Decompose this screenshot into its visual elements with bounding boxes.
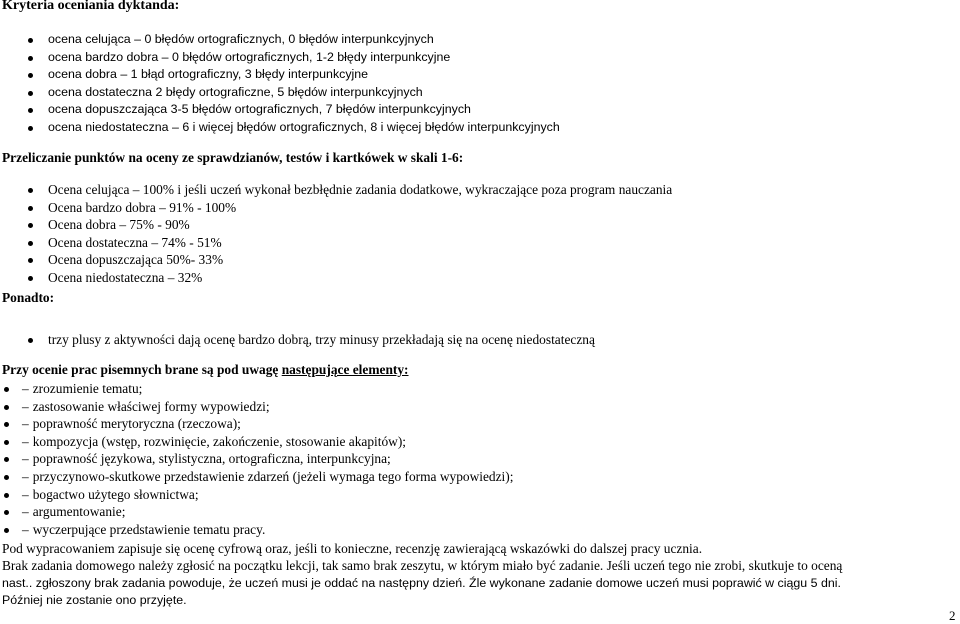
list-item — [48, 84, 960, 102]
list-item-text: ocena dobra – 1 błąd ortograficzny, 3 błędy interpunkcyjne — [48, 67, 369, 82]
list-item — [48, 181, 960, 199]
dictation-criteria-list — [0, 31, 960, 137]
written-elements-list — [0, 380, 960, 538]
bullet-icon — [28, 56, 33, 61]
list-item — [48, 119, 960, 137]
list-item-text: ocena niedostateczna – 6 i więcej błędów ortograficznych, 8 i więcej błędów interpunkcyjnych — [48, 119, 560, 134]
list-item — [22, 468, 960, 486]
page-number: 2 — [949, 608, 956, 623]
conversion-list — [0, 181, 960, 287]
list-item-text: Ocena niedostateczna – 32% — [48, 269, 203, 285]
bullet-icon — [28, 188, 33, 193]
dash-icon: – — [22, 521, 29, 537]
bullet-icon — [28, 241, 33, 246]
list-item — [48, 199, 960, 217]
bullet-icon — [28, 73, 33, 78]
list-item — [48, 216, 960, 234]
list-item-text: Ocena celująca – 100% i jeśli uczeń wykonał bezbłędnie zadania dodatkowe, wykraczające poza program nauczania — [48, 182, 673, 197]
bullet-icon — [28, 338, 33, 343]
list-item — [22, 380, 960, 398]
bullet-icon — [4, 493, 9, 498]
list-item — [48, 251, 960, 269]
list-item-text: argumentowanie; — [32, 504, 126, 520]
list-item — [22, 415, 960, 433]
dash-icon: – — [22, 433, 29, 449]
list-item-text: Ocena dostateczna – 74% - 51% — [48, 234, 222, 250]
paragraph-homework-line-3: Później nie zostanie ono przyjęte. — [2, 593, 187, 607]
conversion-heading: Przeliczanie punktów na oceny ze sprawdzianów, testów i kartkówek w skali 1-6: — [2, 150, 464, 165]
list-item-text: bogactwo użytego słownictwa; — [32, 486, 199, 502]
list-item — [48, 101, 960, 119]
list-item-text: ocena dopuszczająca 3-5 błędów ortograficznych, 7 błędów interpunkcyjnych — [48, 102, 471, 117]
list-item-text: trzy plusy z aktywności dają ocenę bardzo dobrą, trzy minusy przekładają się na ocenę niedostateczną — [48, 332, 595, 347]
list-item-text: poprawność merytoryczna (rzeczowa); — [32, 416, 241, 432]
list-item — [48, 66, 960, 84]
bullet-icon — [4, 422, 9, 427]
list-item — [22, 486, 960, 504]
additionally-heading: Ponadto: — [2, 290, 55, 305]
written-heading-underlined: następujące elementy: — [281, 362, 409, 377]
written-heading-text: Przy ocenie prac pisemnych brane są pod uwagę — [2, 362, 282, 377]
list-item-text: przyczynowo-skutkowe przedstawienie zdarzeń (jeżeli wymaga tego forma wypowiedzi); — [32, 468, 514, 484]
page-heading: Kryteria oceniania dyktanda: — [2, 0, 180, 13]
list-item — [48, 31, 960, 49]
list-item — [48, 234, 960, 252]
written-work-heading — [2, 362, 409, 378]
bullet-icon — [28, 108, 33, 113]
bullet-icon — [4, 510, 9, 515]
paragraph-grading: Pod wypracowaniem zapisuje się ocenę cyfrową oraz, jeśli to konieczne, recenzję zawierającą wskazówki do dalszej pracy ucznia. — [2, 541, 703, 556]
bullet-icon — [28, 223, 33, 228]
list-item — [22, 398, 960, 416]
bullet-icon — [4, 405, 9, 410]
list-item — [22, 433, 960, 451]
bullet-icon — [28, 91, 33, 96]
list-item-text: Ocena dobra – 75% - 90% — [48, 217, 190, 233]
bullet-icon — [4, 475, 9, 480]
bullet-icon — [4, 440, 9, 445]
paragraph-homework-line-2: nast.. zgłoszony brak zadania powoduje, że uczeń musi je oddać na następny dzień. Źle wykonane zadanie domowe uczeń musi poprawić w ciągu 5 dni. — [2, 576, 841, 590]
additionally-list — [0, 331, 960, 349]
bullet-icon — [28, 38, 33, 43]
list-item-text: zastosowanie właściwej formy wypowiedzi; — [32, 398, 270, 414]
dash-icon: – — [22, 451, 29, 467]
list-item — [48, 269, 960, 287]
bullet-icon — [28, 258, 33, 263]
dash-icon: – — [22, 468, 29, 484]
bullet-icon — [28, 276, 33, 281]
dash-icon: – — [22, 504, 29, 520]
list-item-text: Ocena bardzo dobra – 91% - 100% — [48, 199, 237, 215]
dash-icon: – — [22, 381, 29, 396]
list-item-text: ocena celująca – 0 błędów ortograficznych, 0 błędów interpunkcyjnych — [48, 32, 434, 46]
bullet-icon — [4, 528, 9, 533]
list-item — [48, 331, 960, 349]
bullet-icon — [28, 126, 33, 131]
list-item-text: zrozumienie tematu; — [32, 381, 143, 396]
paragraph-homework-line-1: Brak zadania domowego należy zgłosić na początku lekcji, tak samo brak zeszytu, w którym miało być zadanie. Jeśli uczeń tego nie zrobi, skutkuje to oceną — [2, 558, 843, 573]
bullet-icon — [28, 206, 33, 211]
list-item-text: ocena bardzo dobra – 0 błędów ortograficznych, 1-2 błędy interpunkcyjne — [48, 49, 451, 64]
list-item — [48, 49, 960, 67]
list-item-text: kompozycja (wstęp, rozwinięcie, zakończenie, stosowanie akapitów); — [32, 433, 407, 449]
list-item-text: Ocena dopuszczająca 50%- 33% — [48, 252, 224, 268]
list-item — [22, 450, 960, 468]
list-item-text: wyczerpujące przedstawienie tematu pracy. — [32, 521, 266, 537]
dash-icon: – — [22, 398, 29, 414]
list-item — [22, 503, 960, 521]
list-item-text: poprawność językowa, stylistyczna, ortograficzna, interpunkcyjna; — [32, 451, 391, 467]
dash-icon: – — [22, 416, 29, 432]
list-item-text: ocena dostateczna 2 błędy ortograficzne, 5 błędów interpunkcyjnych — [48, 84, 423, 99]
bullet-icon — [4, 387, 9, 392]
list-item — [22, 521, 960, 539]
bullet-icon — [4, 457, 9, 462]
dash-icon: – — [22, 486, 29, 502]
